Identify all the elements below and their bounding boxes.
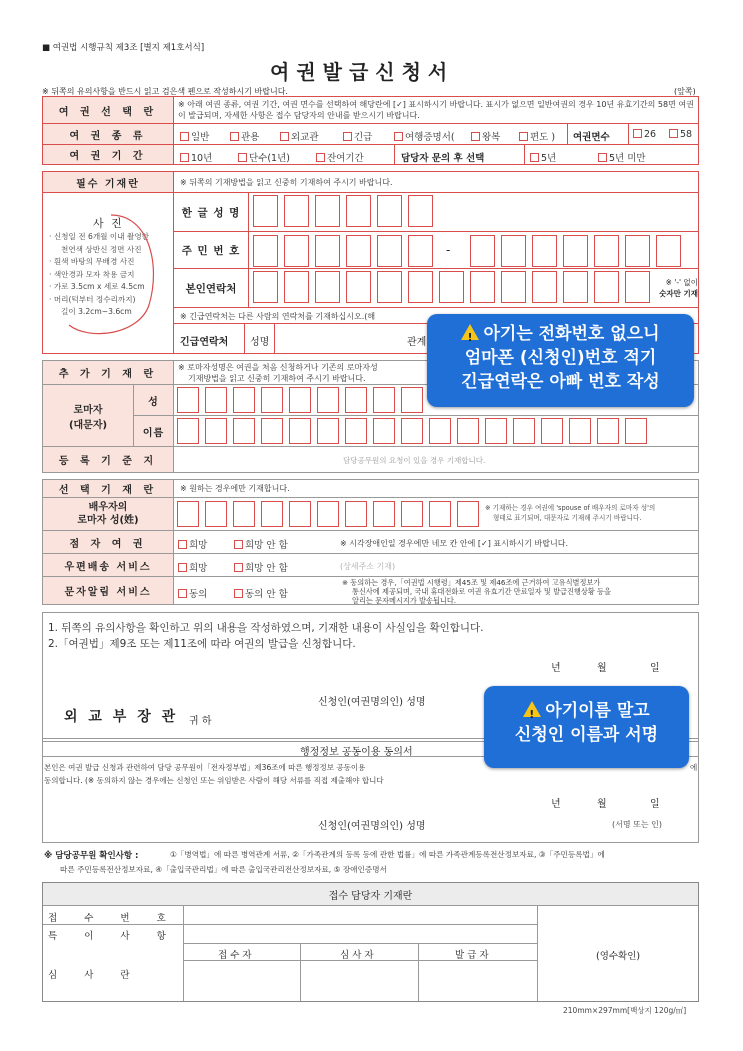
period-single[interactable]: 단수(1년) — [238, 150, 290, 164]
surname-box[interactable] — [401, 387, 423, 413]
rrn-label: 주 민 번 호 — [174, 232, 248, 268]
rrn-box[interactable] — [377, 235, 402, 267]
roman-name-label: 로마자 (대문자) — [43, 385, 133, 446]
contact-box[interactable] — [408, 271, 433, 303]
rrn-box[interactable] — [656, 235, 681, 267]
given-name-box[interactable] — [205, 418, 227, 444]
contact-box[interactable] — [284, 271, 309, 303]
receipt-confirm: (영수확인) — [596, 951, 641, 962]
surname-box[interactable] — [233, 387, 255, 413]
emergency-name-field[interactable] — [276, 326, 402, 351]
annotation-bubble-signature: !아기이름 말고 신청인 이름과 서명 — [484, 686, 689, 768]
surname-box[interactable] — [205, 387, 227, 413]
given-name-box[interactable] — [597, 418, 619, 444]
given-name-box[interactable] — [345, 418, 367, 444]
braille-note: ※ 시각장애인일 경우에만 네모 칸 안에 [✓] 표시하시기 바랍니다. — [340, 539, 569, 548]
minister: 외 교 부 장 관 — [64, 709, 179, 725]
given-name-box[interactable] — [177, 418, 199, 444]
given-name-box[interactable] — [541, 418, 563, 444]
contact-box[interactable] — [377, 271, 402, 303]
pages-label: 여권면수 — [573, 132, 610, 143]
pages-26[interactable]: 26 — [633, 129, 656, 140]
consent-sign-note: (서명 또는 인) — [612, 820, 662, 829]
surname-box[interactable] — [177, 387, 199, 413]
sms-label: 문자알림 서비스 — [43, 577, 173, 604]
rrn-box[interactable] — [594, 235, 619, 267]
emergency-name-label: 성명 — [250, 337, 270, 348]
rrn-box[interactable] — [284, 235, 309, 267]
surname-label: 성 — [134, 385, 173, 415]
emergency-note: ※ 긴급연락처는 다른 사람의 연락처를 기재하십시오.(해 — [180, 312, 376, 321]
contact-box[interactable] — [439, 271, 464, 303]
spouse-box[interactable] — [205, 501, 227, 527]
contact-box[interactable] — [470, 271, 495, 303]
spouse-box[interactable] — [177, 501, 199, 527]
given-name-box[interactable] — [233, 418, 255, 444]
type-emergency[interactable]: 긴급 — [343, 129, 372, 143]
name-box[interactable] — [346, 195, 371, 227]
rrn-box[interactable] — [346, 235, 371, 267]
type-oneway[interactable]: 편도 ) — [519, 129, 555, 143]
declaration-line-2: 2.「여권법」제9조 또는 제11조에 따라 여권의 발급을 신청합니다. — [48, 638, 356, 650]
spouse-box[interactable] — [317, 501, 339, 527]
photo-rule-5: · 가로 3.5cm x 세로 4.5cm — [49, 282, 145, 291]
surname-box[interactable] — [261, 387, 283, 413]
name-box[interactable] — [284, 195, 309, 227]
braille-not-want[interactable]: 희망 안 함 — [234, 537, 288, 551]
photo-rule-3: · 흰색 바탕의 무배경 사진 — [49, 257, 135, 266]
rrn-box[interactable] — [253, 235, 278, 267]
registration-note[interactable]: 담당공무원의 요청이 있을 경우 기재합니다. — [343, 456, 486, 465]
rrn-box[interactable] — [501, 235, 526, 267]
contact-box[interactable] — [563, 271, 588, 303]
type-general[interactable]: 일반 — [180, 129, 209, 143]
type-official[interactable]: 관용 — [230, 129, 259, 143]
type-travel-cert[interactable]: 여행증명서( — [394, 129, 455, 143]
spouse-box[interactable] — [429, 501, 451, 527]
passport-type-label: 여 권 종 류 — [43, 124, 173, 144]
post-note[interactable]: (상세주소 기재) — [340, 562, 396, 571]
warning-icon — [523, 701, 541, 717]
special-label: 특 이 사 항 — [48, 931, 178, 942]
spouse-box[interactable] — [261, 501, 283, 527]
given-name-box[interactable] — [429, 418, 451, 444]
contact-box[interactable] — [346, 271, 371, 303]
name-box[interactable] — [253, 195, 278, 227]
consent-month: 월 — [597, 799, 607, 810]
decl-day: 일 — [650, 663, 660, 674]
period-5y[interactable]: 5년 — [530, 150, 556, 164]
given-name-box[interactable] — [373, 418, 395, 444]
photo-rule-4: · 색안경과 모자 착용 금지 — [49, 269, 135, 279]
photo-area[interactable] — [43, 193, 173, 353]
surname-box[interactable] — [373, 387, 395, 413]
page-side: (앞쪽) — [674, 87, 696, 96]
reviewer-label: 심 사 자 — [340, 950, 374, 961]
consent-signer: 신청인(여권명의인) 성명 — [318, 821, 426, 832]
rrn-box[interactable] — [470, 235, 495, 267]
contact-box[interactable] — [532, 271, 557, 303]
photo-oval-guide — [49, 195, 173, 345]
receiver-label: 접 수 자 — [218, 950, 252, 961]
consent-day: 일 — [650, 799, 660, 810]
after-consult-label: 담당자 문의 후 선택 — [401, 153, 485, 164]
given-name-box[interactable] — [485, 418, 507, 444]
post-want[interactable]: 희망 — [178, 560, 207, 574]
decl-year: 년 — [551, 663, 561, 674]
officer-check-text-2: 따른 주민등록전산정보자료, ④「출입국관리법」에 따른 출입국관리전산정보자료, ⑤ 장애인증명서 — [60, 865, 387, 874]
photo-rule-1: · 신청일 전 6개월 이내 촬영한 — [49, 232, 150, 241]
decl-signer: 신청인(여권명의인) 성명 — [318, 697, 426, 708]
post-not-want[interactable]: 희망 안 함 — [234, 560, 288, 574]
given-name-box[interactable] — [401, 418, 423, 444]
contact-label: 본인연락처 — [174, 269, 248, 307]
officer-check-text-1: ①「병역법」에 따른 병역관계 서류, ②「가족관계의 등록 등에 관한 법률」에 따른 가족관계등록전산정보자료, ③「주민등록법」에 — [170, 850, 605, 859]
given-name-box[interactable] — [569, 418, 591, 444]
braille-label: 점 자 여 권 — [43, 531, 173, 553]
given-name-box[interactable] — [513, 418, 535, 444]
consent-text-1: 본인은 여권 발급 신청과 관련하여 담당 공무원이「전자정부법」제36조에 따른 행정정보 공동이용 — [44, 763, 366, 772]
required-label: 필수 기재란 — [43, 172, 173, 192]
given-name-box[interactable] — [317, 418, 339, 444]
optional-label: 선 택 기 재 란 — [43, 480, 173, 497]
rrn-box[interactable] — [315, 235, 340, 267]
passport-period-label: 여 권 기 간 — [43, 145, 173, 164]
sms-note: ※ 동의하는 경우,「여권법 시행령」제45조 및 제46조에 근거하여 고유식별정보가 통신사에 제공되며, 국내 휴대전화로 여권 유효기간 만료일자 및 발급진행상황 등을 알리는 문자메시지가 발송됩니다. — [342, 578, 611, 605]
given-name-box[interactable] — [261, 418, 283, 444]
type-roundtrip[interactable]: 왕복 — [471, 129, 500, 143]
rrn-box[interactable] — [625, 235, 650, 267]
notice: ※ 뒤쪽의 유의사항을 반드시 읽고 검은색 펜으로 작성하시기 바랍니다. — [42, 87, 288, 96]
photo-title: 사 진 — [93, 217, 124, 230]
photo-rule-2: 천연색 상반신 정면 사진 — [61, 244, 142, 254]
spouse-label: 배우자의 로마자 성(姓) — [43, 498, 173, 530]
photo-rule-7: 길이 3.2cm~3.6cm — [61, 307, 132, 316]
surname-box[interactable] — [289, 387, 311, 413]
emergency-label: 긴급연락처 — [180, 337, 229, 348]
emergency-rel-label: 관계 — [407, 337, 427, 348]
warning-icon — [461, 324, 479, 340]
spouse-box[interactable] — [401, 501, 423, 527]
paper-spec: 210mm×297mm[백상지 120g/㎡] — [563, 1006, 687, 1015]
name-box[interactable] — [377, 195, 402, 227]
rrn-box[interactable] — [563, 235, 588, 267]
rrn-dash: - — [446, 243, 451, 257]
passport-select-note: ※ 아래 여권 종류, 여권 기간, 여권 면수를 선택하여 해당란에 [✓] 표시하시기 바랍니다. 표시가 없으면 일반여권의 경우 10년 유효기간의 58면 여권이 발급되며, 자세한 사항은 접수 담당자의 안내를 받으시기 바랍니다. — [178, 100, 694, 120]
braille-want[interactable]: 희망 — [178, 537, 207, 551]
optional-note: ※ 원하는 경우에만 기재합니다. — [180, 484, 290, 493]
spouse-box[interactable] — [289, 501, 311, 527]
officer-check-label: ※ 담당공무원 확인사항 : — [44, 851, 139, 861]
contact-box[interactable] — [253, 271, 278, 303]
pages-58[interactable]: 58 — [669, 129, 692, 140]
required-note: ※ 뒤쪽의 기재방법을 읽고 신중히 기재하여 주시기 바랍니다. — [180, 178, 393, 187]
given-name-box[interactable] — [289, 418, 311, 444]
consent-text-1-end: 에 — [690, 763, 698, 772]
surname-box[interactable] — [345, 387, 367, 413]
spouse-box[interactable] — [233, 501, 255, 527]
rrn-box[interactable] — [532, 235, 557, 267]
contact-box[interactable] — [625, 271, 650, 303]
consent-year: 년 — [551, 799, 561, 810]
sms-disagree[interactable]: 동의 안 함 — [234, 586, 288, 600]
consent-title: 행정정보 공동이용 동의서 — [300, 747, 413, 758]
rrn-box[interactable] — [408, 235, 433, 267]
form-title: 여권발급신청서 — [270, 60, 455, 84]
korean-name-label: 한 글 성 명 — [174, 193, 248, 231]
additional-label: 추 가 기 재 란 — [43, 361, 173, 384]
sms-agree[interactable]: 동의 — [178, 586, 207, 600]
decl-month: 월 — [597, 663, 607, 674]
given-name-box[interactable] — [457, 418, 479, 444]
surname-box[interactable] — [317, 387, 339, 413]
reception-title: 접수 담당자 기재란 — [43, 883, 698, 905]
review-label: 심 사 란 — [48, 970, 142, 981]
spouse-box[interactable] — [373, 501, 395, 527]
given-name-label: 이름 — [134, 416, 173, 446]
name-box[interactable] — [315, 195, 340, 227]
contact-box[interactable] — [501, 271, 526, 303]
receipt-no-label: 접 수 번 호 — [48, 913, 178, 924]
passport-select-label: 여 권 선 택 란 — [43, 97, 173, 123]
honorific: 귀 하 — [189, 716, 212, 727]
spouse-note: ※ 기재하는 경우 여권에 'spouse of 배우자의 로마자 성'의 형태로 표기되며, 대문자로 기재해 주시기 바랍니다. — [485, 504, 656, 522]
registration-label: 등 록 기 준 지 — [43, 447, 173, 472]
period-remaining[interactable]: 잔여기간 — [316, 150, 364, 164]
period-10y[interactable]: 10년 — [180, 150, 212, 164]
type-diplomat[interactable]: 외교관 — [280, 129, 319, 143]
issuer-label: 발 급 자 — [455, 950, 489, 961]
photo-rule-6: · 머리(턱부터 정수리까지) — [49, 294, 136, 304]
name-box[interactable] — [408, 195, 433, 227]
annotation-bubble-contact: !아기는 전화번호 없으니 엄마폰 (신청인)번호 적기 긴급연락은 아빠 번호 작성 — [427, 314, 694, 407]
spouse-box[interactable] — [457, 501, 479, 527]
consent-text-2: 동의합니다. (※ 동의하지 않는 경우에는 신청인 또는 위임받은 사람이 해당 서류를 직접 제출해야 합니다 — [44, 776, 384, 785]
contact-box[interactable] — [594, 271, 619, 303]
declaration-line-1: 1. 뒤쪽의 유의사항을 확인하고 위의 내용을 작성하였으며, 기재한 내용이 사실임을 확인합니다. — [48, 622, 484, 634]
spouse-box[interactable] — [345, 501, 367, 527]
contact-note: ※ '-' 없이 숫자만 기재 — [659, 278, 698, 298]
given-name-box[interactable] — [625, 418, 647, 444]
contact-box[interactable] — [315, 271, 340, 303]
post-label: 우편배송 서비스 — [43, 554, 173, 576]
additional-note: ※ 로마자성명은 여권을 처음 신청하거나 기존의 로마자성 기재방법을 읽고 신중히 기재하여 주시기 바랍니다. — [178, 363, 378, 383]
regulation-ref: ■ 여권법 시행규칙 제3조 [별지 제1호서식] — [42, 43, 205, 53]
period-under-5y[interactable]: 5년 미만 — [598, 150, 646, 164]
